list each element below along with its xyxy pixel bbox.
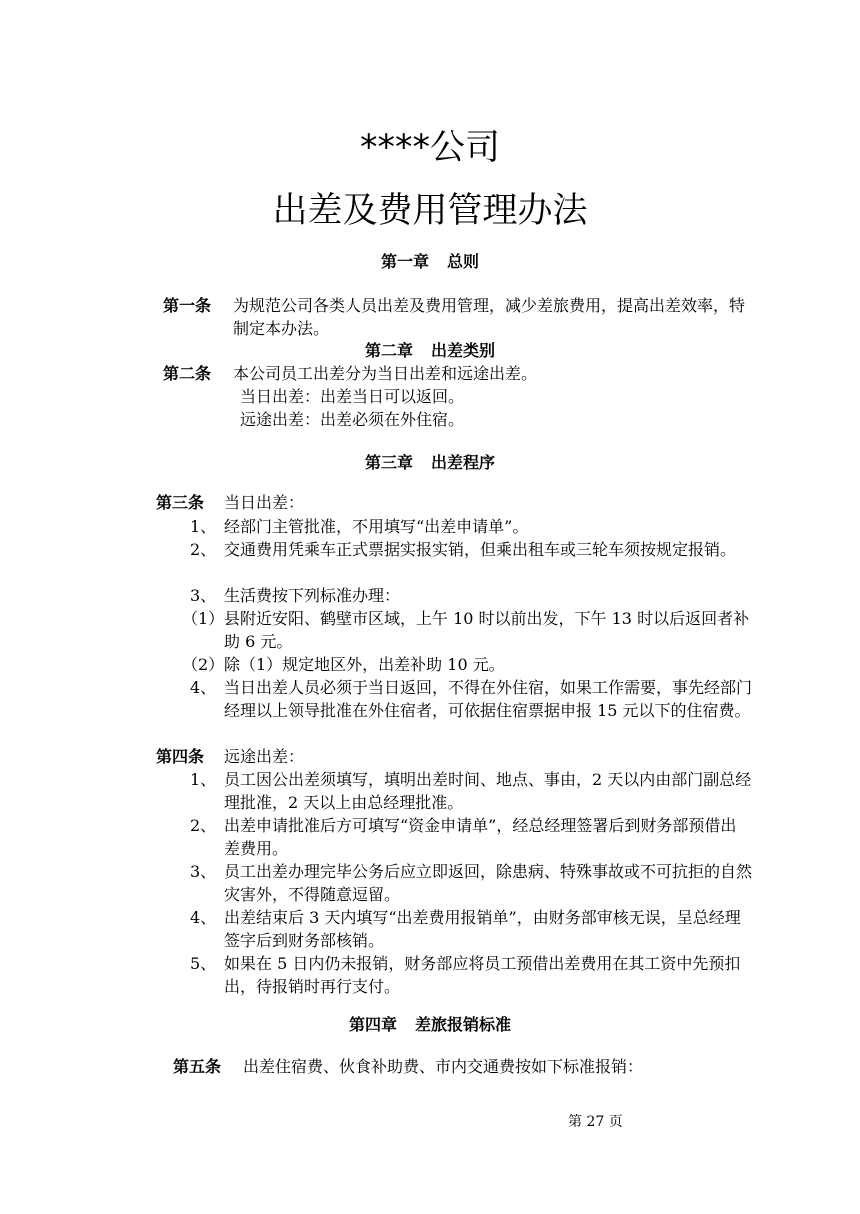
list-item: [190, 584, 760, 608]
article-label: 第一条: [163, 296, 212, 315]
item-text: 出差申请批准后方可填写“资金申请单”，经总经理签署后到财务部预借出差费用。: [224, 816, 737, 858]
list-item: [190, 860, 760, 908]
chapter-heading-3: [0, 451, 860, 475]
company-title: ****公司: [359, 128, 500, 168]
item-text: 如果在 5 日内仍未报销，财务部应将员工预借出差费用在其工资中先预扣出，待报销时再行支付。: [224, 954, 741, 996]
chapter-heading-2: [0, 339, 860, 363]
chapter-number: 第二章: [364, 341, 413, 360]
item-number: （2）: [182, 655, 225, 674]
article-text: 出差住宿费、伙食补助费、市内交通费按如下标准报销：: [243, 1057, 644, 1076]
article-text: 本公司员工出差分为当日出差和远途出差。: [233, 364, 538, 383]
list-item: [190, 515, 760, 539]
list-item: [190, 814, 760, 862]
item-text: 员工因公出差须填写，填明出差时间、地点、事由，2 天以内由部门副总经理批准，2 天以上由总经理批准。: [224, 770, 752, 812]
page-number: 第 27 页: [568, 1114, 623, 1130]
list-item: [190, 952, 760, 1000]
article-text: 为规范公司各类人员出差及费用管理，减少差旅费用，提高出差效率，特制定本办法。: [233, 296, 746, 338]
article-label: 第二条: [163, 364, 212, 383]
article-5: [173, 1055, 773, 1079]
list-item: [190, 906, 760, 954]
article-label: 第三条: [156, 493, 205, 512]
item-text: 除（1）规定地区外，出差补助 10 元。: [224, 655, 505, 674]
item-text: 经部门主管批准，不用填写“出差申请单”。: [224, 517, 529, 536]
list-item: [190, 676, 760, 748]
item-number: 1、: [190, 517, 217, 536]
item-text: 员工出差办理完毕公务后应立即返回，除患病、特殊事故或不可抗拒的自然灾害外，不得随意逗留。: [224, 862, 753, 904]
article-label: 第四条: [156, 747, 205, 766]
list-item: [190, 538, 760, 586]
item-number: 5、: [190, 954, 217, 973]
item-number: （1）: [182, 609, 225, 628]
chapter-name: 总则: [447, 252, 480, 271]
chapter-heading-4: [0, 1013, 860, 1037]
chapter-name: 出差类别: [431, 341, 496, 360]
item-number: 3、: [190, 586, 217, 605]
article-1: [163, 294, 763, 342]
article-4: [156, 745, 756, 769]
article-2: [163, 362, 763, 386]
item-text: 县附近安阳、鹤壁市区域，上午 10 时以前出发，下午 13 时以后返回者补助 6 元。: [224, 609, 750, 651]
item-number: 1、: [190, 770, 217, 789]
article-text: 远途出差：: [224, 747, 305, 766]
list-item: [182, 653, 762, 677]
long-trip-definition: 远途出差：出差必须在外住宿。: [240, 410, 465, 429]
article-3: [156, 491, 756, 515]
chapter-name: 出差程序: [431, 453, 496, 472]
chapter-number: 第三章: [364, 453, 413, 472]
item-number: 3、: [190, 862, 217, 881]
item-number: 4、: [190, 908, 217, 927]
chapter-number: 第一章: [380, 252, 429, 271]
chapter-name: 差旅报销标准: [415, 1015, 512, 1034]
item-text: 出差结束后 3 天内填写“出差费用报销单”，由财务部审核无误，呈总经理签字后到财务部核销。: [224, 908, 741, 950]
item-text: 当日出差人员必须于当日返回，不得在外住宿，如果工作需要，事先经部门经理以上领导批准在外住宿者，可依据住宿票据申报 15 元以下的住宿费。: [224, 678, 753, 720]
article-text: 当日出差：: [224, 493, 305, 512]
list-item: [190, 768, 760, 816]
item-number: 4、: [190, 678, 217, 697]
article-label: 第五条: [173, 1057, 222, 1076]
document-title: 出差及费用管理办法: [272, 191, 588, 231]
item-number: 2、: [190, 540, 217, 559]
item-text: 交通费用凭乘车正式票据实报实销，但乘出租车或三轮车须按规定报销。: [224, 540, 737, 559]
item-number: 2、: [190, 816, 217, 835]
chapter-number: 第四章: [348, 1015, 397, 1034]
item-text: 生活费按下列标准办理：: [224, 586, 401, 605]
chapter-heading-1: [0, 250, 860, 274]
same-day-definition: 当日出差：出差当日可以返回。: [240, 387, 465, 406]
list-item: [182, 607, 762, 655]
